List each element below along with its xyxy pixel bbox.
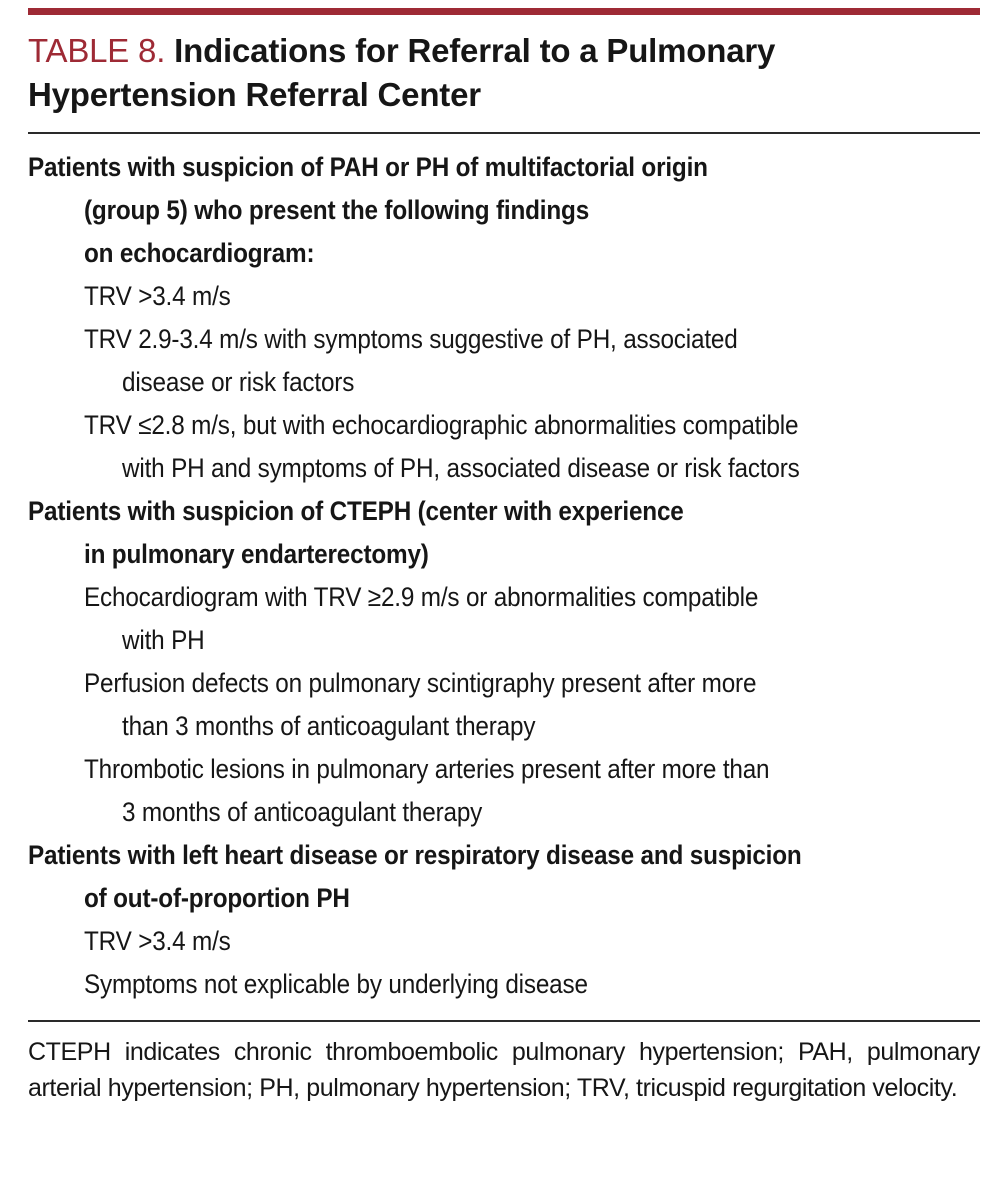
table-section-heading-line: Patients with left heart disease or respiratory disease and suspicion — [28, 840, 802, 871]
table-row: 3 months of anticoagulant therapy — [122, 797, 483, 828]
table-section-heading-line: on echocardiogram: — [84, 238, 315, 269]
table-row: with PH — [122, 625, 205, 656]
table-row: Perfusion defects on pulmonary scintigraphy present after more — [84, 668, 757, 699]
table-row: Thrombotic lesions in pulmonary arteries present after more than — [84, 754, 770, 785]
table-row: with PH and symptoms of PH, associated disease or risk factors — [122, 453, 800, 484]
table-row: Echocardiogram with TRV ≥2.9 m/s or abnormalities compatible — [84, 582, 759, 613]
table-footnote: CTEPH indicates chronic thromboembolic pulmonary hypertension; PAH, pulmonary arterial hypertension; PH, pulmonary hypertension; TRV, tricuspid regurgitation velocity. — [28, 1038, 980, 1103]
table-body — [28, 146, 980, 1006]
table-row: TRV >3.4 m/s — [84, 281, 231, 312]
table-title-text: Indications for Referral to a Pulmonary Hypertension Referral Center — [28, 32, 776, 113]
table-row: disease or risk factors — [122, 367, 355, 398]
table-row: TRV ≤2.8 m/s, but with echocardiographic abnormalities compatible — [84, 410, 799, 441]
table-title — [28, 29, 980, 116]
table-row: TRV 2.9-3.4 m/s with symptoms suggestive of PH, associated — [84, 324, 738, 355]
title-divider — [28, 132, 980, 134]
table-section-heading-line: Patients with suspicion of CTEPH (center with experience — [28, 496, 684, 527]
table-row: Symptoms not explicable by underlying disease — [84, 969, 588, 1000]
table-section-heading-line: Patients with suspicion of PAH or PH of multifactorial origin — [28, 152, 708, 183]
table-section-heading-line: in pulmonary endarterectomy) — [84, 539, 429, 570]
table-section-heading-line: (group 5) who present the following findings — [84, 195, 590, 226]
footnote-divider — [28, 1020, 980, 1022]
top-accent-bar — [28, 8, 980, 15]
table-row: TRV >3.4 m/s — [84, 926, 231, 957]
table-section-heading-line: of out-of-proportion PH — [84, 883, 350, 914]
table-number-label: TABLE 8. — [28, 32, 166, 69]
table-row: than 3 months of anticoagulant therapy — [122, 711, 536, 742]
